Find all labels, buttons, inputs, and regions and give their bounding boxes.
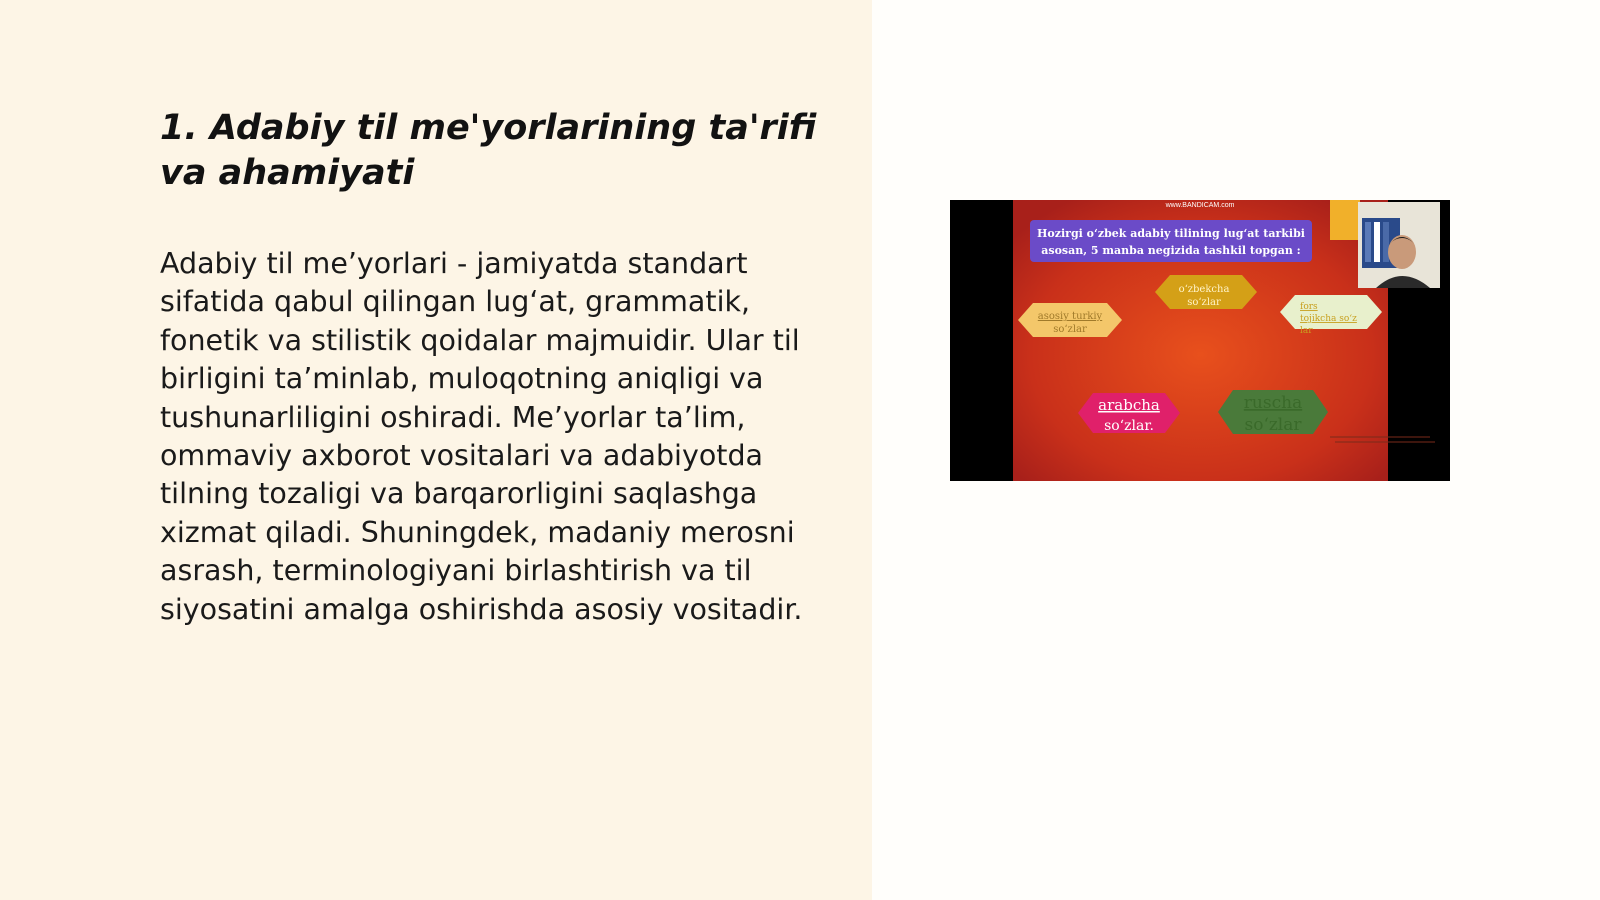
hexagon-arabic-line-2: so‘zlar.	[1104, 418, 1154, 434]
video-hexagon-russian	[1218, 390, 1328, 435]
video-hexagon-uzbek	[1155, 275, 1257, 309]
hexagon-turkic-line-2: so‘zlar	[1053, 324, 1087, 335]
hexagon-arabic-line-1: arabcha	[1098, 396, 1160, 414]
embedded-video-thumbnail[interactable]	[950, 200, 1450, 481]
video-watermark: www.BANDICAM.com	[1165, 202, 1235, 209]
video-hexagon-arabic	[1078, 393, 1180, 434]
hexagon-russian-line-2: so‘zlar	[1244, 415, 1302, 435]
video-banner-line-2: asosan, 5 manba negizida tashkil topgan :	[1041, 244, 1301, 257]
video-frame	[950, 200, 1450, 481]
video-banner-line-1: Hozirgi o‘zbek adabiy tilining lug‘at tarkibi	[1037, 227, 1305, 240]
hexagon-uzbek-line-1: o‘zbekcha	[1178, 284, 1230, 295]
slide-title: 1. Adabiy til me'yorlarining ta'rifi va ahamiyati	[160, 108, 817, 193]
slide-body-text: Adabiy til me’yorlari - jamiyatda standart sifatida qabul qilingan lug‘at, grammatik, fonetik va stilistik qoidalar majmuidir. Ular til birligini ta’minlab, muloqotning aniqligi va tushunarliligini oshiradi. Me’yorlar ta’lim, ommaviy axborot vositalari va adabiyotda tilning tozaligi va barqarorligini saqlashga xizmat qiladi. Shuningdek, madaniy merosni asrash, terminologiyani birlashtirish va til siyosatini amalga oshirishda asosiy vositadir.	[160, 247, 803, 626]
video-corner-accent	[1330, 200, 1360, 240]
hexagon-persian-line-1: fors	[1300, 302, 1318, 312]
hexagon-persian-line-2: tojikcha so‘z	[1300, 314, 1357, 324]
webcam-overlay	[1358, 202, 1440, 288]
hexagon-persian-line-3: lar	[1300, 326, 1313, 336]
hexagon-uzbek-line-2: so‘zlar	[1187, 297, 1221, 308]
hexagon-turkic-line-1: asosiy turkiy	[1037, 311, 1103, 322]
hexagon-russian-line-1: ruscha	[1243, 393, 1303, 413]
video-hexagon-turkic	[1018, 303, 1122, 337]
